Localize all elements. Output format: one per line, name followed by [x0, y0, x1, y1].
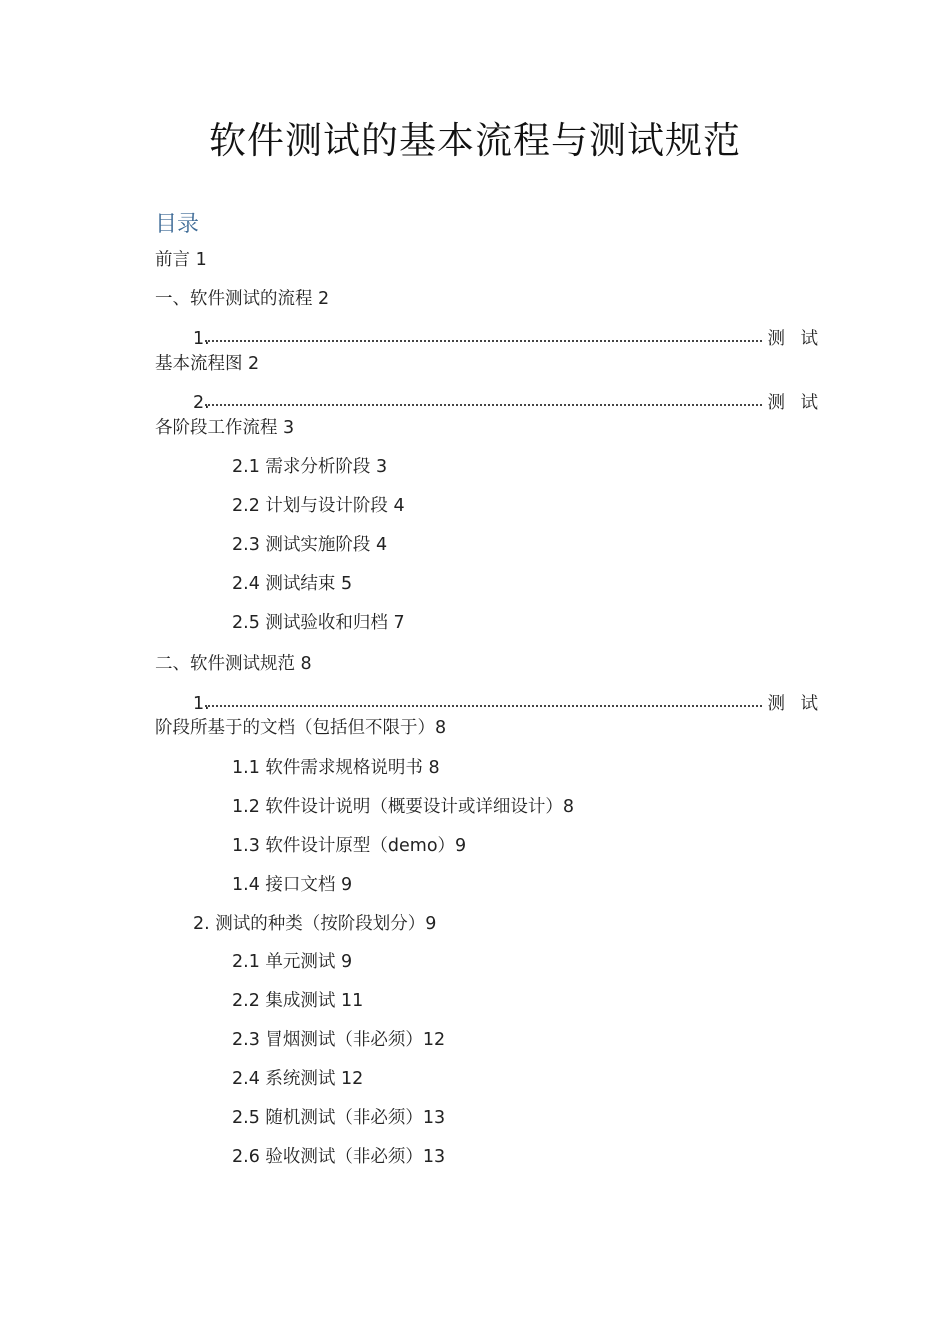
toc-entry-sub[interactable]: 2.6 验收测试（非必须）13	[232, 1147, 446, 1167]
toc-entry-part2-item1[interactable]	[193, 692, 818, 716]
toc-entry-part1-item2[interactable]	[193, 391, 818, 415]
toc-entry-sub[interactable]: 2.5 随机测试（非必须）13	[232, 1108, 446, 1128]
toc-entry-number: 2.	[193, 393, 210, 413]
toc-entry-sub[interactable]: 1.3 软件设计原型（demo）9	[232, 836, 467, 856]
toc-entry-part1-item1[interactable]	[193, 327, 818, 351]
dot-leader	[205, 404, 762, 406]
dot-leader	[205, 705, 762, 707]
toc-entry-word: 试	[800, 694, 818, 714]
toc-entry-preface[interactable]: 前言 1	[155, 250, 207, 270]
toc-entry-continuation: 基本流程图 2	[155, 354, 260, 374]
toc-entry-sub[interactable]: 2.1 需求分析阶段 3	[232, 457, 388, 477]
toc-entry-sub[interactable]: 2.1 单元测试 9	[232, 952, 353, 972]
toc-heading: 目录	[155, 212, 200, 237]
toc-entry-sub[interactable]: 2.2 计划与设计阶段 4	[232, 496, 405, 516]
toc-entry-sub[interactable]: 2.2 集成测试 11	[232, 991, 364, 1011]
toc-entry-part2[interactable]: 二、软件测试规范 8	[155, 654, 312, 674]
toc-entry-sub[interactable]: 2.3 测试实施阶段 4	[232, 535, 388, 555]
toc-entry-sub[interactable]: 1.4 接口文档 9	[232, 875, 353, 895]
toc-entry-part1[interactable]: 一、软件测试的流程 2	[155, 289, 330, 309]
toc-entry-word: 测	[767, 329, 785, 349]
toc-entry-continuation: 阶段所基于的文档（包括但不限于）8	[155, 718, 447, 738]
toc-entry-sub[interactable]: 2.4 测试结束 5	[232, 574, 353, 594]
document-title: 软件测试的基本流程与测试规范	[209, 119, 741, 162]
toc-entry-part2-item2[interactable]: 2. 测试的种类（按阶段划分）9	[193, 914, 437, 934]
toc-entry-number: 1.	[193, 694, 210, 714]
toc-entry-word: 试	[800, 329, 818, 349]
toc-entry-sub[interactable]: 1.2 软件设计说明（概要设计或详细设计）8	[232, 797, 575, 817]
toc-entry-sub[interactable]: 2.3 冒烟测试（非必须）12	[232, 1030, 446, 1050]
toc-entry-continuation: 各阶段工作流程 3	[155, 418, 295, 438]
toc-entry-sub[interactable]: 2.5 测试验收和归档 7	[232, 613, 405, 633]
toc-entry-word: 测	[767, 393, 785, 413]
toc-entry-sub[interactable]: 2.4 系统测试 12	[232, 1069, 364, 1089]
toc-entry-number: 1.	[193, 329, 210, 349]
dot-leader	[205, 340, 762, 342]
toc-entry-word: 测	[767, 694, 785, 714]
toc-entry-word: 试	[800, 393, 818, 413]
toc-entry-sub[interactable]: 1.1 软件需求规格说明书 8	[232, 758, 440, 778]
